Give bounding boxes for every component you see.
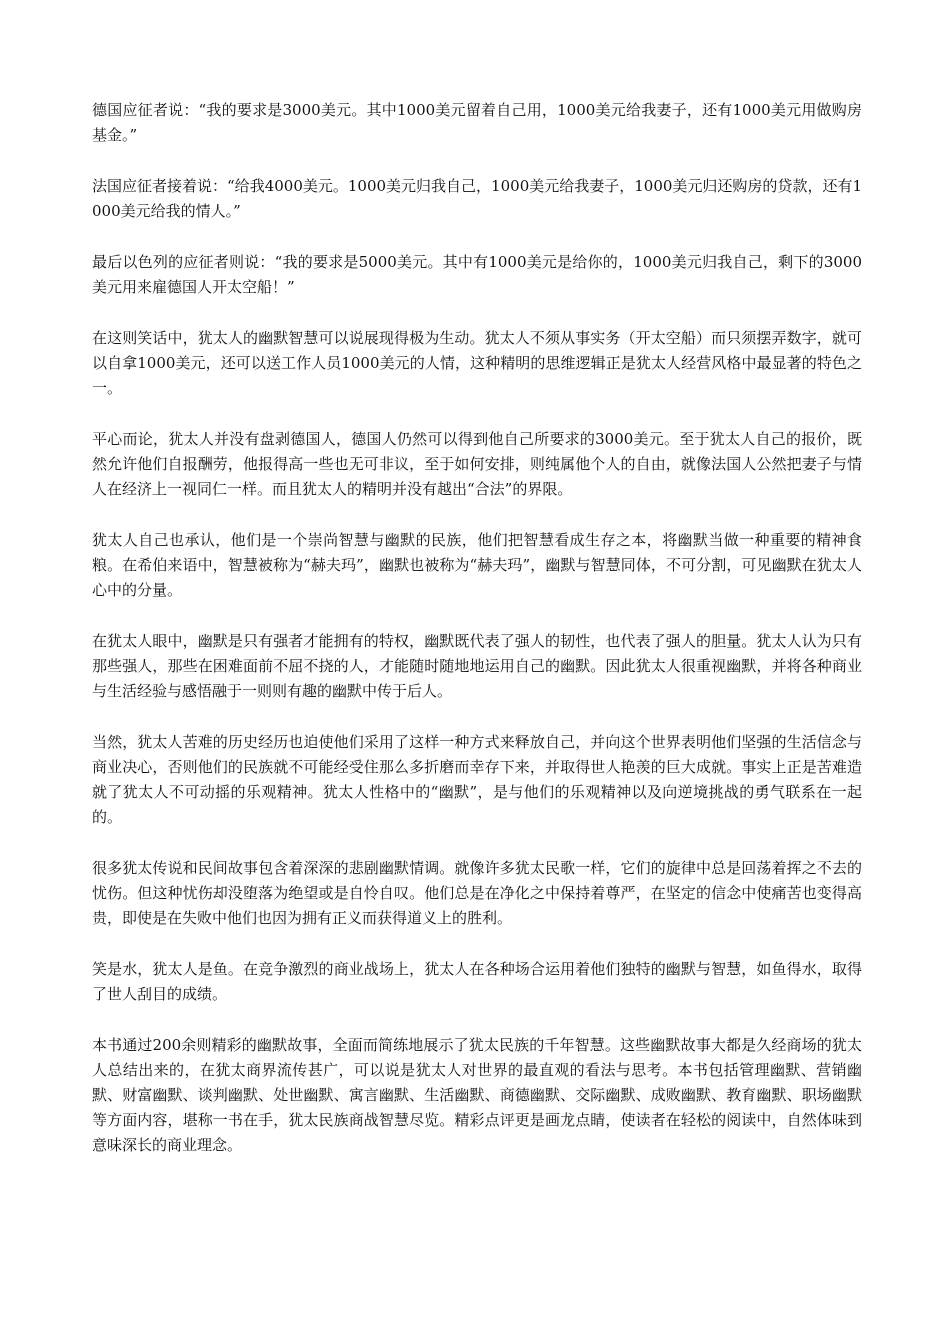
paragraph-wisdom-humor: 犹太人自己也承认，他们是一个崇尚智慧与幽默的民族，他们把智慧看成生存之本，将幽默当做一种重要的精神食粮。在希伯来语中，智慧被称为“赫夫玛”，幽默也被称为“赫夫玛”，幽默与智慧同体，不可分割，可见幽默在犹太人心中的分量。 — [92, 531, 862, 599]
paragraph-israeli-applicant: 最后以色列的应征者则说：“我的要求是5000美元。其中有1000美元是给你的，1000美元归我自己，剩下的3000美元用来雇德国人开太空船！” — [92, 253, 862, 296]
paragraph-history: 当然，犹太人苦难的历史经历也迫使他们采用了这样一种方式来释放自己，并向这个世界表明他们坚强的生活信念与商业决心，否则他们的民族就不可能经受住那么多折磨而幸存下来，并取得世人艳羡的巨大成就。事实上正是苦难造就了犹太人不可动摇的乐观精神。犹太人性格中的“幽默”，是与他们的乐观精神以及向逆境挑战的勇气联系在一起的。 — [92, 733, 862, 826]
paragraph-german-applicant: 德国应征者说：“我的要求是3000美元。其中1000美元留着自己用，1000美元给我妻子，还有1000美元用做购房基金。” — [92, 101, 862, 144]
paragraph-legends: 很多犹太传说和民间故事包含着深深的悲剧幽默情调。就像许多犹太民歌一样，它们的旋律中总是回荡着挥之不去的忧伤。但这种忧伤却没堕落为绝望或是自怜自叹。他们总是在净化之中保持着尊严，在坚定的信念中使痛苦也变得高贵，即使是在失败中他们也因为拥有正义而获得道义上的胜利。 — [92, 859, 862, 927]
paragraph-book-summary: 本书通过200余则精彩的幽默故事，全面而简练地展示了犹太民族的千年智慧。这些幽默故事大都是久经商场的犹太人总结出来的，在犹太商界流传甚广，可以说是犹太人对世界的最直观的看法与思考。本书包括管理幽默、营销幽默、财富幽默、谈判幽默、处世幽默、寓言幽默、生活幽默、商德幽默、交际幽默、成败幽默、教育幽默、职场幽默等方面内容，堪称一书在手，犹太民族商战智慧尽览。精彩点评更是画龙点睛，使读者在轻松的阅读中，自然体味到意味深长的商业理念。 — [92, 1036, 862, 1154]
document-page — [92, 98, 862, 1184]
paragraph-joke-analysis: 在这则笑话中，犹太人的幽默智慧可以说展现得极为生动。犹太人不须从事实务（开太空船）而只须摆弄数字，就可以自拿1000美元，还可以送工作人员1000美元的人情，这种精明的思维逻辑正是犹太人经营风格中最显著的特色之一。 — [92, 329, 862, 397]
paragraph-fish-water: 笑是水，犹太人是鱼。在竞争激烈的商业战场上，犹太人在各种场合运用着他们独特的幽默与智慧，如鱼得水，取得了世人刮目的成绩。 — [92, 960, 862, 1003]
paragraph-strong-people: 在犹太人眼中，幽默是只有强者才能拥有的特权，幽默既代表了强人的韧性，也代表了强人的胆量。犹太人认为只有那些强人，那些在困难面前不屈不挠的人，才能随时随地地运用自己的幽默。因此犹太人很重视幽默，并将各种商业与生活经验与感悟融于一则则有趣的幽默中传于后人。 — [92, 632, 862, 700]
paragraph-fairness: 平心而论，犹太人并没有盘剥德国人，德国人仍然可以得到他自己所要求的3000美元。至于犹太人自己的报价，既然允许他们自报酬劳，他报得高一些也无可非议，至于如何安排，则纯属他个人的自由，就像法国人公然把妻子与情人在经济上一视同仁一样。而且犹太人的精明并没有越出“合法”的界限。 — [92, 430, 862, 498]
paragraph-french-applicant: 法国应征者接着说：“给我4000美元。1000美元归我自己，1000美元给我妻子，1000美元归还购房的贷款，还有1000美元给我的情人。” — [92, 177, 862, 220]
